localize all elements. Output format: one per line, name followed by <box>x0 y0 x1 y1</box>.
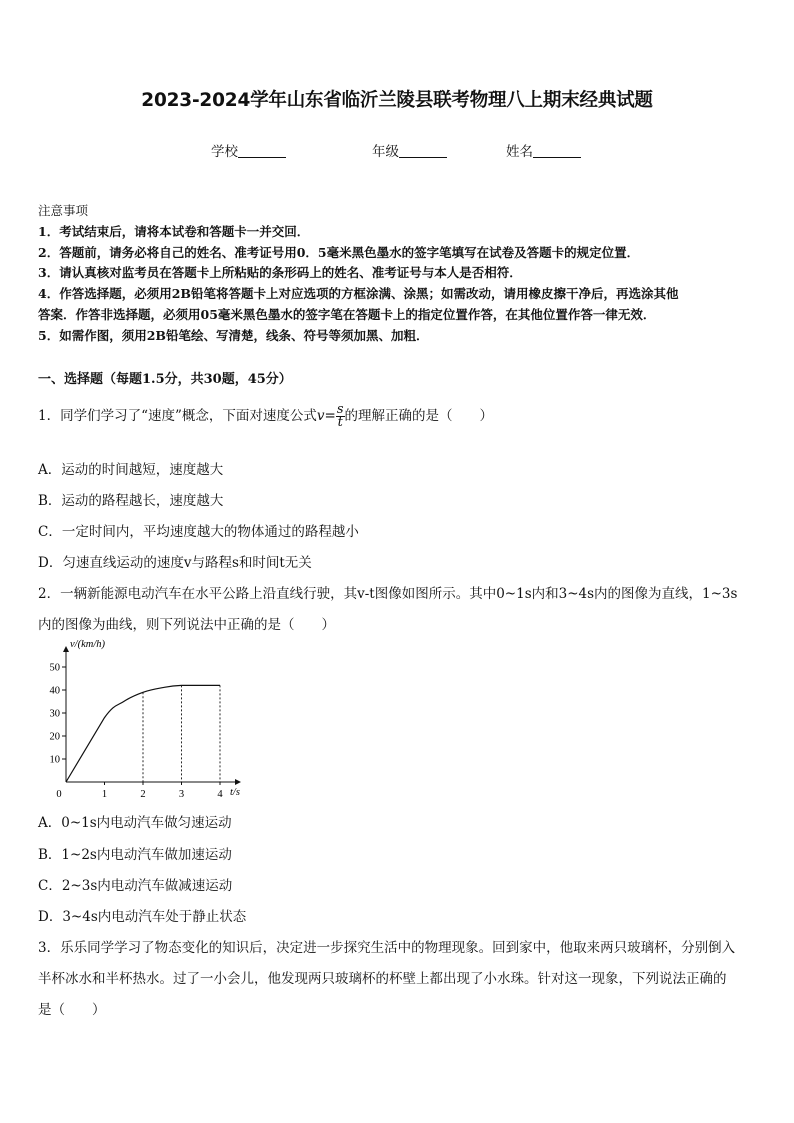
q1-stem-before: 1．同学们学习了“速度”概念，下面对速度公式 <box>38 408 317 424</box>
q1-option-c: C．一定时间内，平均速度越大的物体通过的路程越小 <box>38 524 359 540</box>
notice-item: 3．请认真核对监考员在答题卡上所粘贴的条形码上的姓名、准考证号与本人是否相符． <box>38 265 522 281</box>
q1-option-a: A．运动的时间越短，速度越大 <box>38 462 224 478</box>
x-axis-label: t/s <box>230 787 240 798</box>
name-field <box>506 140 581 160</box>
notice-block <box>38 201 678 347</box>
x-tick-label: 4 <box>217 789 223 800</box>
grade-field <box>372 140 447 160</box>
vt-graph-guides <box>143 685 220 782</box>
grade-blank[interactable] <box>399 143 447 158</box>
paper-title: 2023-2024学年山东省临沂兰陵县联考物理八上期末经典试题 <box>141 90 653 111</box>
q2-option-b: B．1~2s内电动汽车做加速运动 <box>38 847 232 863</box>
q1-formula-fraction <box>336 404 345 429</box>
q2-option-c: C．2~3s内电动汽车做减速运动 <box>38 878 233 894</box>
y-axis-label: v/(km/h) <box>70 639 105 650</box>
vt-graph-ticks <box>50 663 224 801</box>
notice-item: 2．答题前，请务必将自己的姓名、准考证号用0．5毫米黑色墨水的签字笔填写在试卷及答题卡的规定位置． <box>38 244 640 260</box>
school-blank[interactable] <box>238 143 286 158</box>
name-blank[interactable] <box>533 143 581 158</box>
q1-option-d: D．匀速直线运动的速度v与路程s和时间t无关 <box>38 555 312 571</box>
x-tick-label: 1 <box>101 789 108 800</box>
q3-stem-line1: 3．乐乐同学学习了物态变化的知识后，决定进一步探究生活中的物理现象。回到家中，他取来两只玻璃杯，分别倒入 <box>38 940 736 956</box>
y-tick-label: 50 <box>49 662 60 674</box>
x-tick-label: 3 <box>178 789 185 800</box>
q2-stem-line1: 2．一辆新能源电动汽车在水平公路上沿直线行驶，其v-t图像如图所示。其中0~1s内和3~4s内的图像为直线，1~3s <box>38 586 738 602</box>
notice-item: 5．如需作图，须用2B铅笔绘、写清楚，线条、符号等须加黑、加粗． <box>38 327 429 343</box>
school-label: 学校 <box>211 144 238 160</box>
vt-graph <box>40 636 255 804</box>
y-tick-label: 20 <box>49 731 60 743</box>
q3-stem-line2: 半杯冰水和半杯热水。过了一小会儿，他发现两只玻璃杯的杯壁上都出现了小水珠。针对这一现象，下列说法正确的 <box>38 971 727 987</box>
notice-item: 4．作答选择题，必须用2B铅笔将答题卡上对应选项的方框涂满、涂黑；如需改动，请用橡皮擦干净后，再选涂其他 <box>38 286 679 302</box>
y-tick-label: 10 <box>49 754 60 766</box>
y-tick-label: 40 <box>49 685 60 697</box>
q3-stem-line3: 是（ ） <box>38 1002 106 1018</box>
section-heading: 一、选择题（每题1.5分，共30题，45分） <box>38 372 292 387</box>
notice-item: 答案．作答非选择题，必须用05毫米黑色墨水的签字笔在答题卡上的指定位置作答，在其他位置作答一律无效． <box>38 306 656 322</box>
q2-stem-line2: 内的图像为曲线，则下列说法中正确的是（ ） <box>38 617 335 633</box>
grade-label: 年级 <box>372 144 399 160</box>
q1-formula-lhs: v= <box>316 408 336 424</box>
q2-option-d: D．3~4s内电动汽车处于静止状态 <box>38 909 247 925</box>
origin-label: 0 <box>56 789 62 800</box>
school-field <box>211 140 286 160</box>
q1-formula-denominator: t <box>337 415 343 430</box>
q2-option-a: A．0~1s内电动汽车做匀速运动 <box>38 815 232 831</box>
notice-heading: 注意事项 <box>38 203 89 218</box>
q1-formula-numerator: s <box>336 402 344 417</box>
notice-item: 1．考试结束后，请将本试卷和答题卡一并交回． <box>38 223 310 239</box>
name-label: 姓名 <box>506 144 533 160</box>
q1-stem <box>38 404 493 429</box>
q1-stem-after: 的理解正确的是（ ） <box>344 408 494 424</box>
y-tick-label: 30 <box>49 708 60 720</box>
q1-option-b: B．运动的路程越长，速度越大 <box>38 493 224 509</box>
x-tick-label: 2 <box>140 789 146 800</box>
vt-graph-axes <box>66 647 240 782</box>
